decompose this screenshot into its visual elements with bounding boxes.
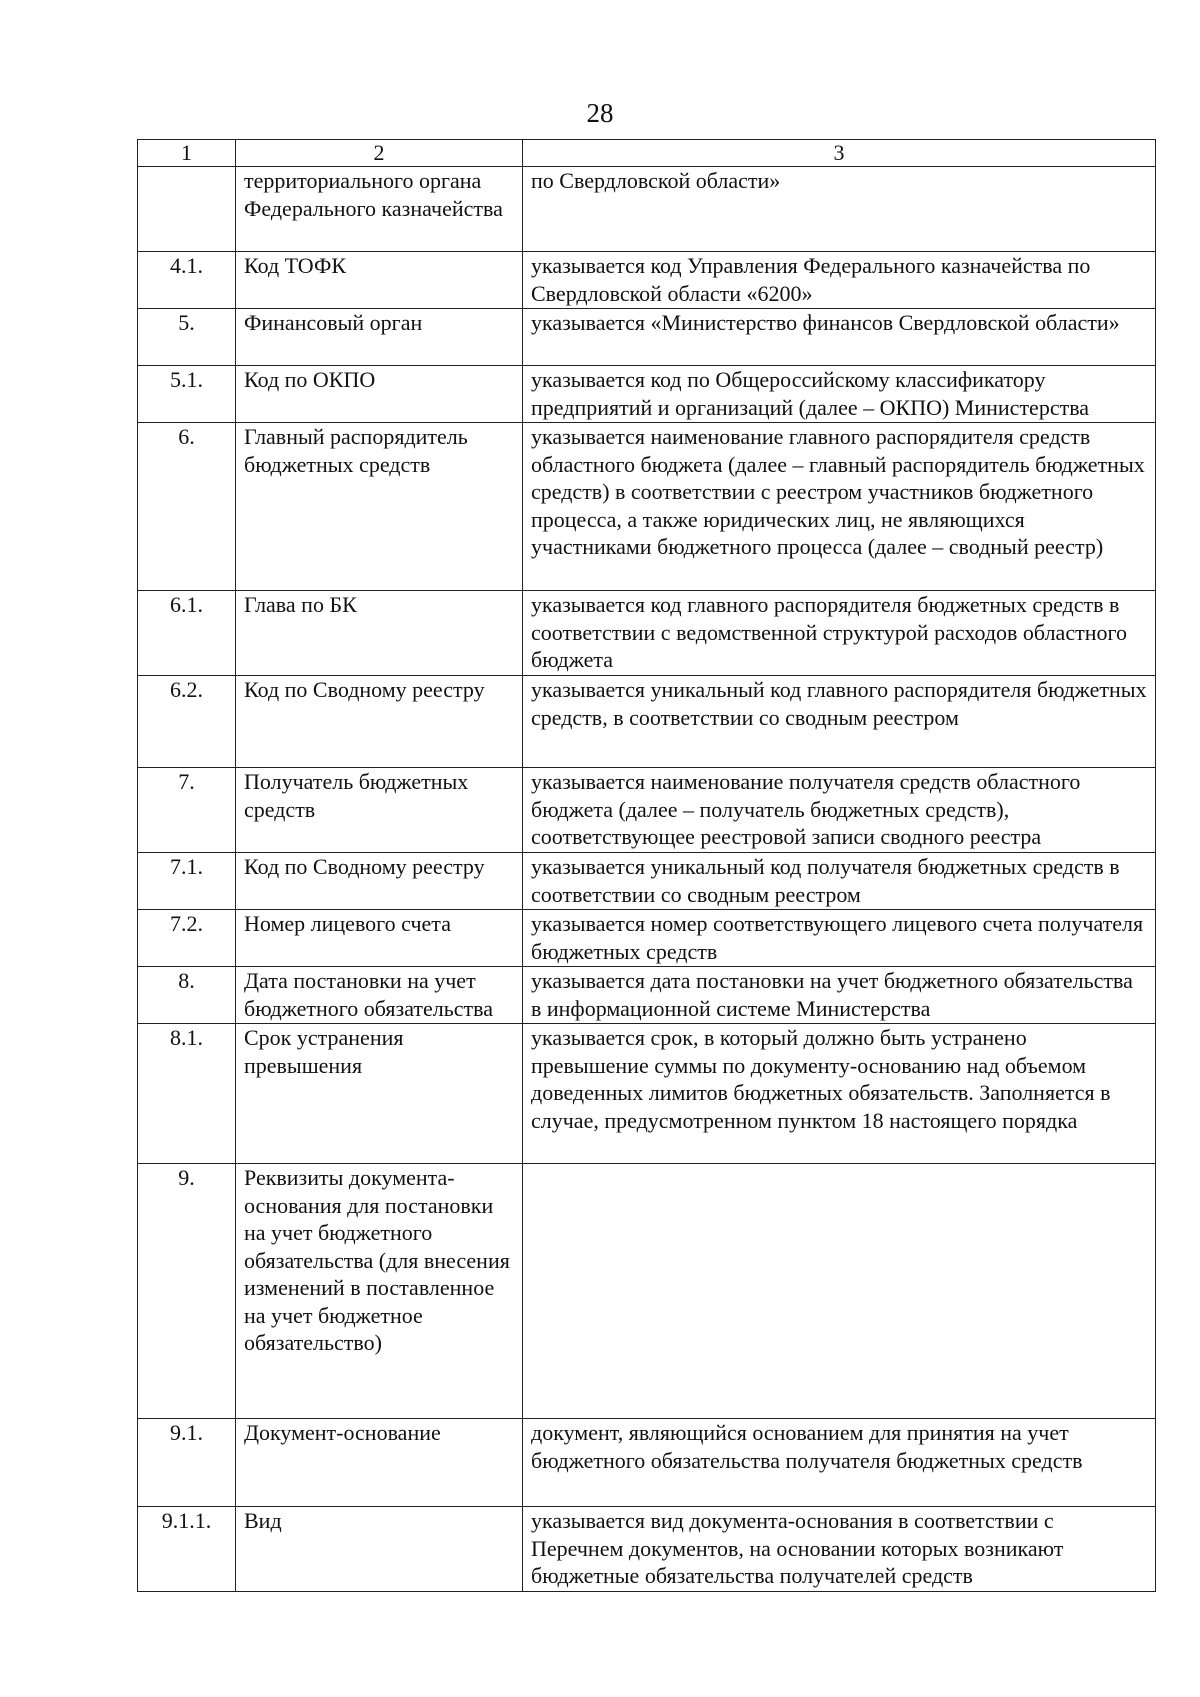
header-col-1: 1	[138, 140, 236, 167]
row-field-description: указывается уникальный код главного распорядителя бюджетных средств, в соответствии со сводным реестром	[523, 676, 1156, 768]
row-number: 7.	[138, 768, 236, 853]
row-field-description: указывается код Управления Федерального казначейства по Свердловской области «6200»	[523, 252, 1156, 309]
row-field-name: Глава по БК	[236, 591, 523, 676]
header-col-2: 2	[236, 140, 523, 167]
row-field-name: Код по Сводному реестру	[236, 676, 523, 768]
table-row	[138, 910, 1156, 967]
table-row	[138, 967, 1156, 1024]
table-row	[138, 676, 1156, 768]
table-row	[138, 1419, 1156, 1507]
table-header-row	[138, 140, 1156, 167]
row-field-description: указывается уникальный код получателя бюджетных средств в соответствии со сводным реестром	[523, 853, 1156, 910]
row-number: 7.1.	[138, 853, 236, 910]
table-row	[138, 853, 1156, 910]
table-row	[138, 309, 1156, 366]
row-number: 5.	[138, 309, 236, 366]
row-field-description: указывается дата постановки на учет бюджетного обязательства в информационной системе Министерства	[523, 967, 1156, 1024]
row-field-description: по Свердловской области»	[523, 167, 1156, 252]
row-number: 4.1.	[138, 252, 236, 309]
document-table	[137, 139, 1156, 1592]
row-field-description: указывается вид документа-основания в соответствии с Перечнем документов, на основании которых возникают бюджетные обязательства получателей средств	[523, 1507, 1156, 1592]
row-field-description: указывается код по Общероссийскому классификатору предприятий и организаций (далее – ОКПО) Министерства	[523, 366, 1156, 423]
table-row	[138, 423, 1156, 591]
table-row	[138, 366, 1156, 423]
row-number: 9.	[138, 1164, 236, 1419]
row-field-description: указывается наименование получателя средств областного бюджета (далее – получатель бюджетных средств), соответствующее реестровой записи сводного реестра	[523, 768, 1156, 853]
row-field-name: Главный распорядитель бюджетных средств	[236, 423, 523, 591]
row-field-description: указывается наименование главного распорядителя средств областного бюджета (далее – главный распорядитель бюджетных средств) в соответствии с реестром участников бюджетного процесса, а также юридических лиц, не являющихся участниками бюджетного процесса (далее – сводный реестр)	[523, 423, 1156, 591]
row-field-name: Номер лицевого счета	[236, 910, 523, 967]
row-number: 9.1.	[138, 1419, 236, 1507]
table-row	[138, 1024, 1156, 1164]
row-field-description	[523, 1164, 1156, 1419]
row-number: 6.2.	[138, 676, 236, 768]
row-field-description: указывается номер соответствующего лицевого счета получателя бюджетных средств	[523, 910, 1156, 967]
row-field-name: Дата постановки на учет бюджетного обязательства	[236, 967, 523, 1024]
table-row	[138, 1164, 1156, 1419]
row-field-description: указывается срок, в который должно быть устранено превышение суммы по документу-основанию над объемом доведенных лимитов бюджетных обязательств. Заполняется в случае, предусмотренном пунктом 18 настоящего порядка	[523, 1024, 1156, 1164]
row-number	[138, 167, 236, 252]
row-field-description: указывается код главного распорядителя бюджетных средств в соответствии с ведомственной структурой расходов областного бюджета	[523, 591, 1156, 676]
row-field-name: Документ-основание	[236, 1419, 523, 1507]
row-field-name: территориального органа Федерального казначейства	[236, 167, 523, 252]
row-field-description: указывается «Министерство финансов Свердловской области»	[523, 309, 1156, 366]
row-number: 6.	[138, 423, 236, 591]
table-row	[138, 167, 1156, 252]
table-row	[138, 591, 1156, 676]
row-number: 9.1.1.	[138, 1507, 236, 1592]
table-row	[138, 252, 1156, 309]
table-row	[138, 768, 1156, 853]
page-number: 28	[586, 98, 614, 128]
row-field-name: Финансовый орган	[236, 309, 523, 366]
row-field-name: Получатель бюджетных средств	[236, 768, 523, 853]
row-number: 7.2.	[138, 910, 236, 967]
row-field-name: Срок устранения превышения	[236, 1024, 523, 1164]
row-number: 6.1.	[138, 591, 236, 676]
row-field-name: Код ТОФК	[236, 252, 523, 309]
table-row	[138, 1507, 1156, 1592]
row-number: 8.	[138, 967, 236, 1024]
row-field-name: Код по ОКПО	[236, 366, 523, 423]
row-field-description: документ, являющийся основанием для принятия на учет бюджетного обязательства получателя бюджетных средств	[523, 1419, 1156, 1507]
row-field-name: Код по Сводному реестру	[236, 853, 523, 910]
row-number: 5.1.	[138, 366, 236, 423]
row-field-name: Вид	[236, 1507, 523, 1592]
header-col-3: 3	[523, 140, 1156, 167]
row-number: 8.1.	[138, 1024, 236, 1164]
row-field-name: Реквизиты документа-основания для постановки на учет бюджетного обязательства (для внесения изменений в поставленное на учет бюджетное обязательство)	[236, 1164, 523, 1419]
